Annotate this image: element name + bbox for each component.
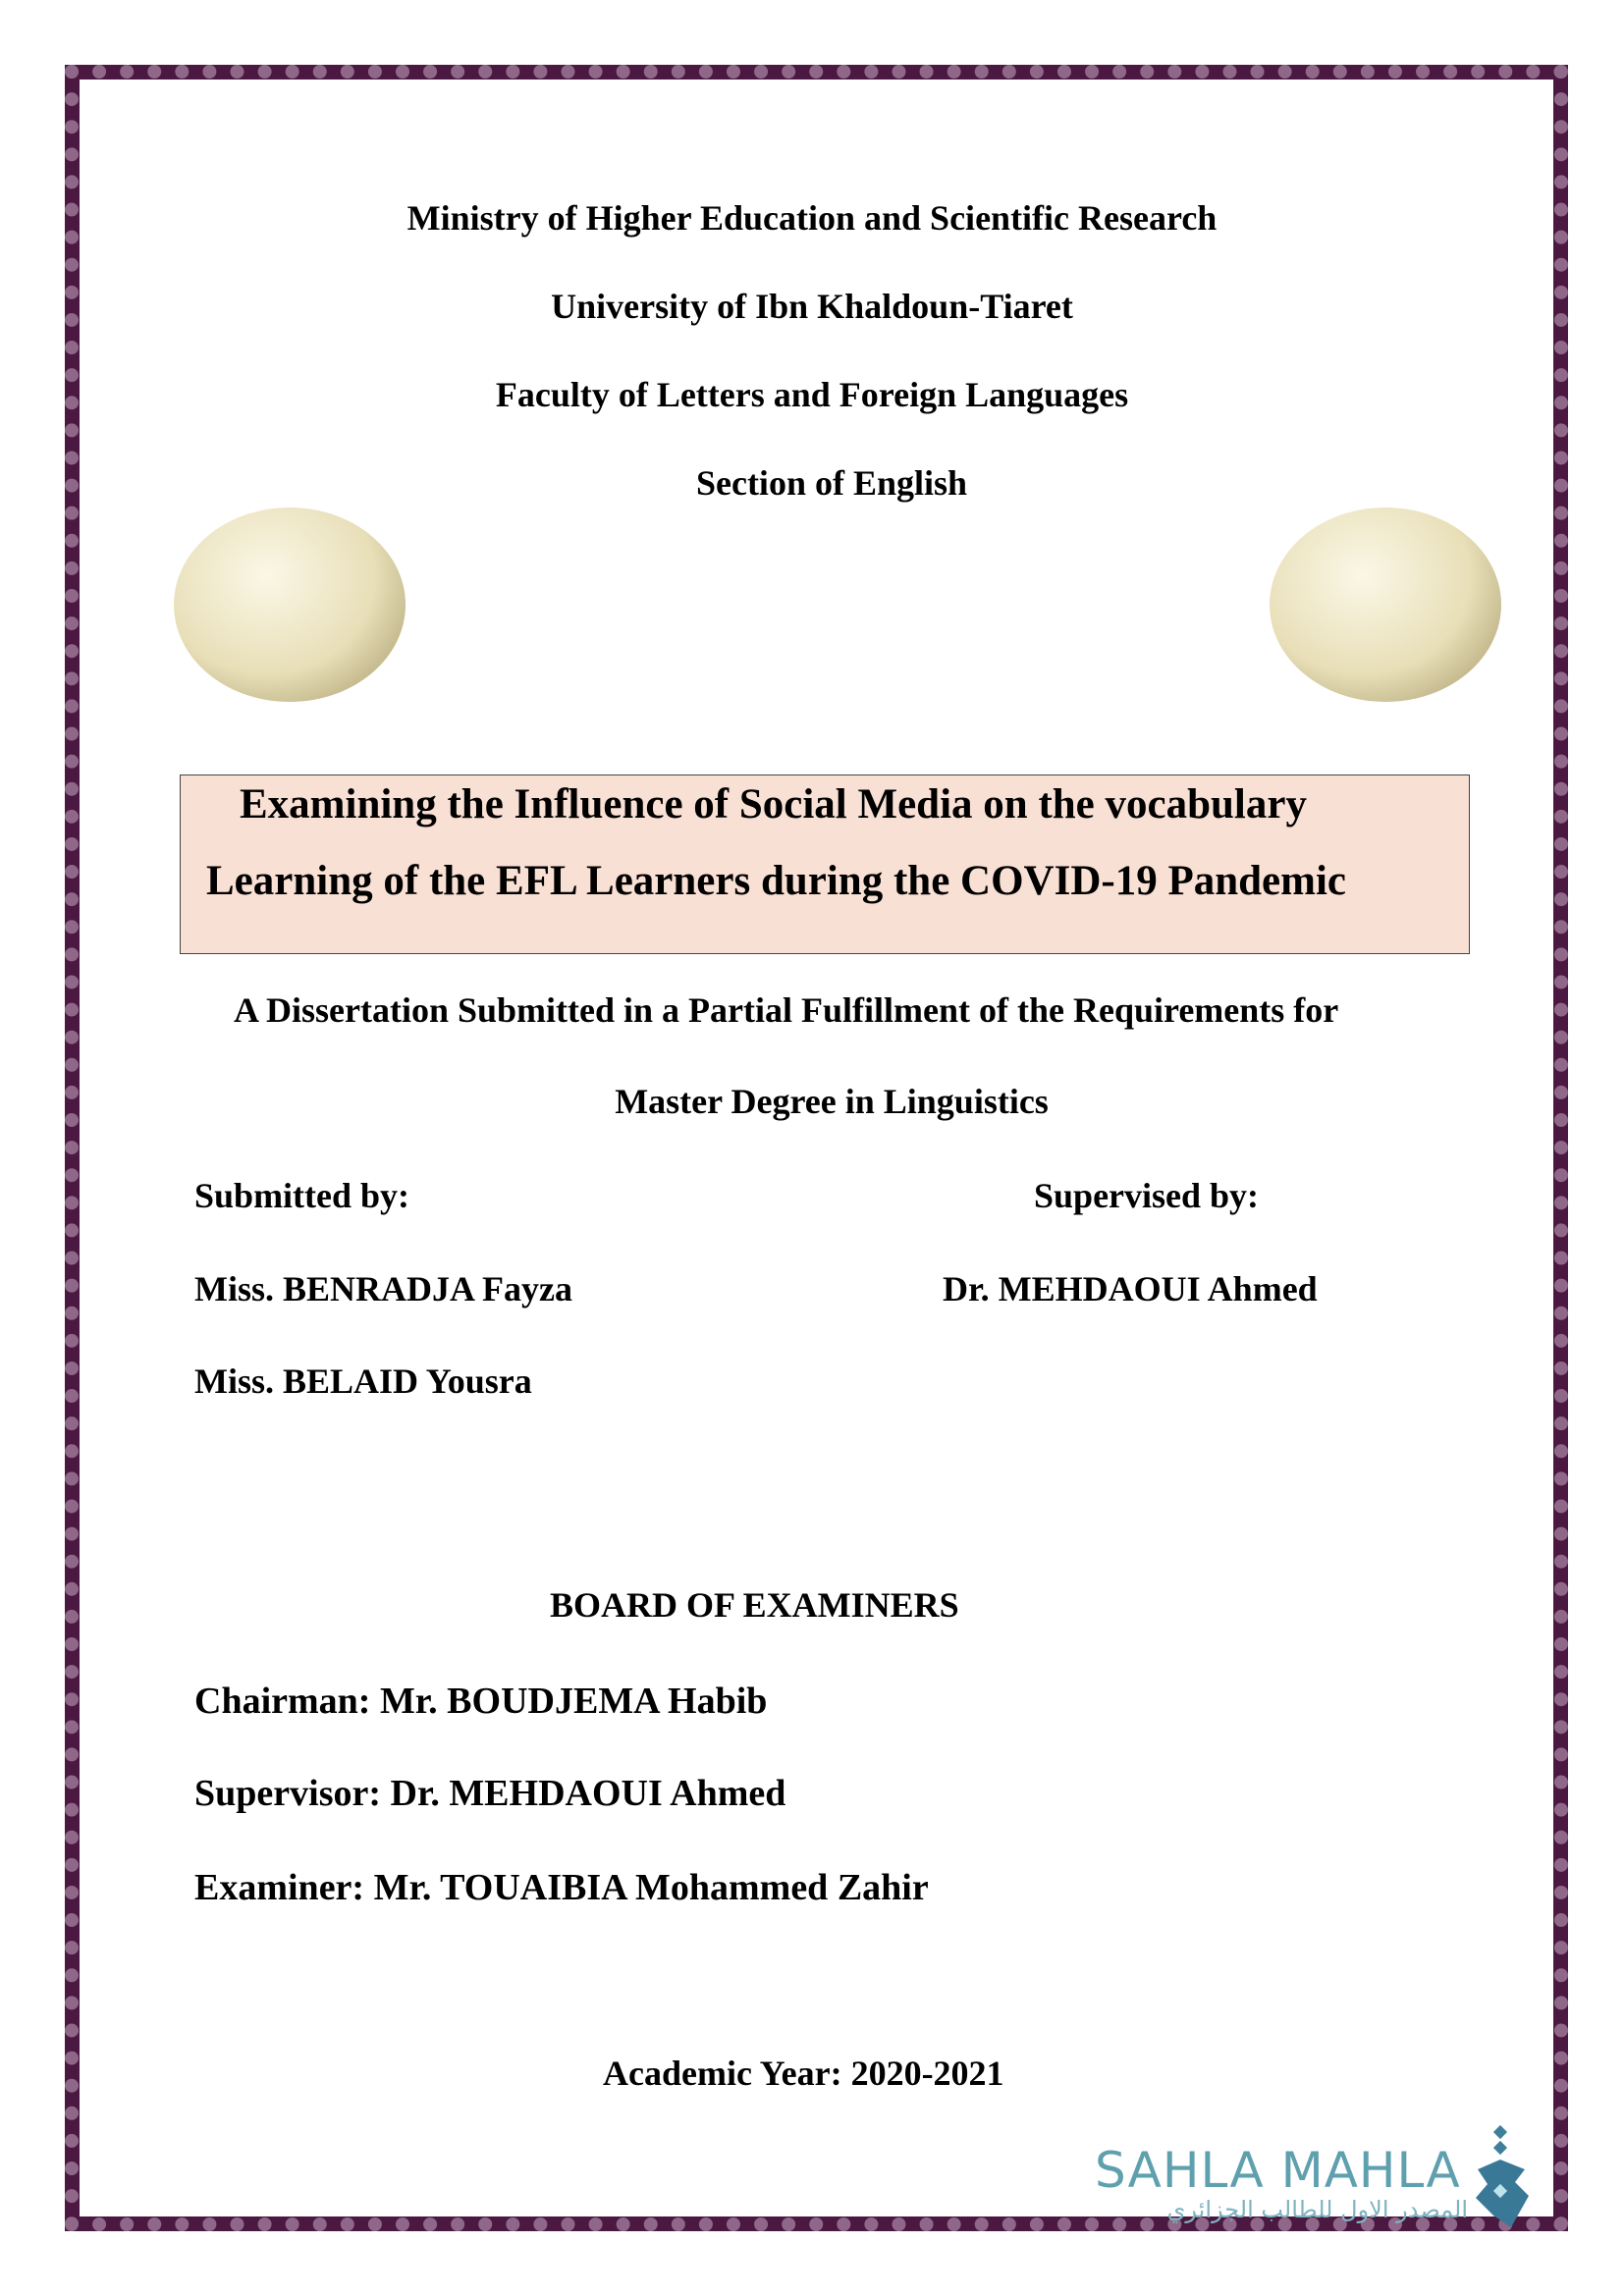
section-line: Section of English (695, 463, 968, 503)
title-line-1: Examining the Influence of Social Media on the vocabulary (240, 781, 1307, 828)
supervised-by-label: Supervised by: (1034, 1176, 1260, 1215)
sahla-mahla-watermark (1095, 2142, 1468, 2223)
dissertation-line-2: Master Degree in Linguistics (615, 1082, 1049, 1121)
faculty-line: Faculty of Letters and Foreign Languages (495, 375, 1129, 414)
board-heading: BOARD OF EXAMINERS (550, 1585, 959, 1625)
student-name-1: Miss. BENRADJA Fayza (194, 1269, 572, 1308)
university-line: University of Ibn Khaldoun-Tiaret (551, 287, 1073, 326)
title-box (180, 774, 1470, 954)
watermark-emblem-icon (1468, 2125, 1537, 2233)
supervisor-name: Dr. MEHDAOUI Ahmed (943, 1269, 1318, 1308)
academic-year: Academic Year: 2020-2021 (603, 2054, 1004, 2093)
watermark-english: SAHLA MAHLA (1095, 2142, 1461, 2199)
board-chairman: Chairman: Mr. BOUDJEMA Habib (194, 1681, 768, 1722)
dissertation-line-1: A Dissertation Submitted in a Partial Fulfillment of the Requirements for (234, 990, 1339, 1030)
university-logo-right (1270, 507, 1501, 702)
university-logo-left (174, 507, 406, 702)
student-name-2: Miss. BELAID Yousra (194, 1362, 532, 1401)
title-line-2: Learning of the EFL Learners during the COVID-19 Pandemic (206, 858, 1346, 904)
watermark-arabic: المصدر الاول للطالب الجزائري (1166, 2196, 1468, 2223)
ministry-line: Ministry of Higher Education and Scientific Research (406, 198, 1218, 238)
board-examiner: Examiner: Mr. TOUAIBIA Mohammed Zahir (194, 1867, 929, 1908)
board-supervisor: Supervisor: Dr. MEHDAOUI Ahmed (194, 1773, 786, 1814)
submitted-by-label: Submitted by: (194, 1176, 410, 1215)
